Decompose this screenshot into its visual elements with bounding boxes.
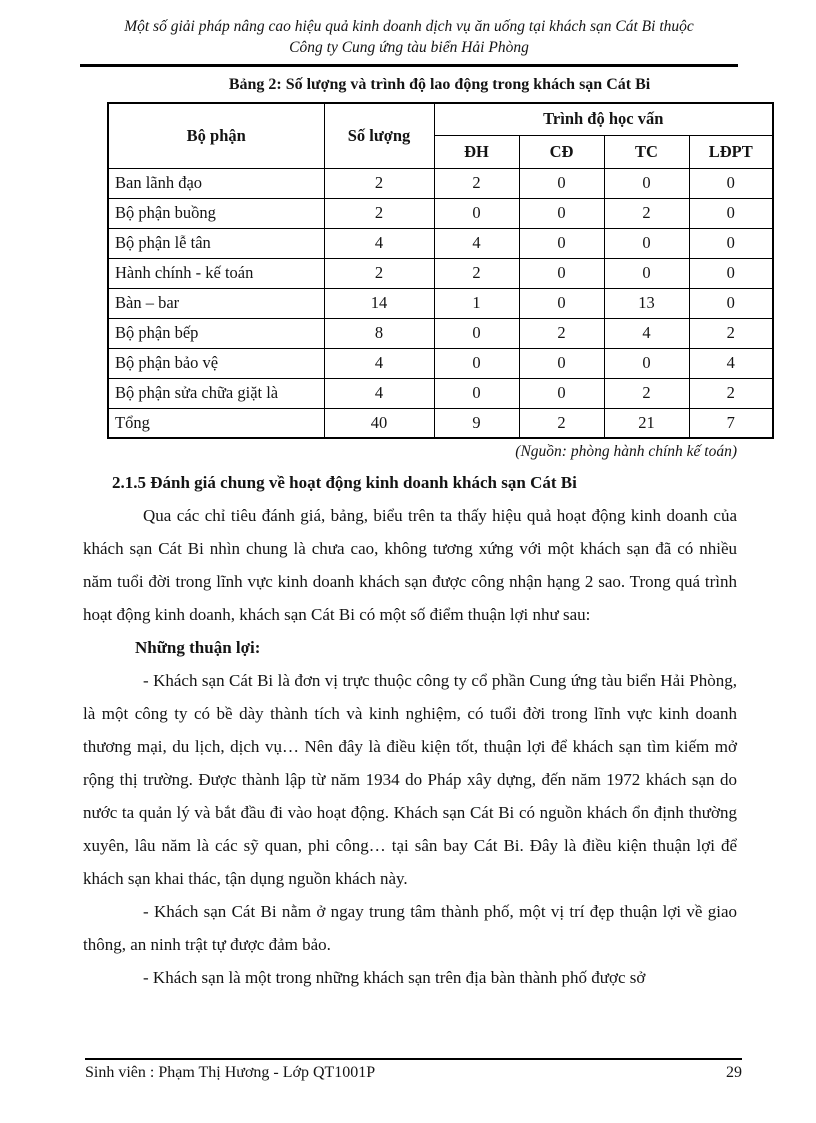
paragraph: - Khách sạn Cát Bi là đơn vị trực thuộc công ty cổ phần Cung ứng tàu biển Hải Phòng, là một công ty có bề dày thành tích và kinh nghiệm, có tuổi đời trong lĩnh vực kinh doanh thương mại, du lịch, dịch vụ… Nên đây là điều kiện tốt, thuận lợi để khách sạn tìm kiếm mở rộng thị trường. Được thành lập từ năm 1934 do Pháp xây dựng, đến năm 1972 khách sạn do nước ta quản lý và bắt đầu đi vào hoạt động. Khách sạn Cát Bi có nguồn khách ổn định thường xuyên, lâu năm là các sỹ quan, phi công… tại sân bay Cát Bi. Đây là điều kiện thuận lợi để khách sạn khai thác, tận dụng nguồn khách này.: [83, 671, 737, 888]
running-header: [80, 16, 738, 67]
running-header-line2: Công ty Cung ứng tàu biển Hải Phòng: [289, 39, 529, 56]
cell-quantity: 8: [324, 318, 434, 348]
cell-quantity: 4: [324, 378, 434, 408]
cell-quantity: 4: [324, 228, 434, 258]
cell-department: Bộ phận sửa chữa giặt là: [108, 378, 324, 408]
table-row: [108, 198, 773, 228]
cell-ldpt: 0: [689, 258, 773, 288]
cell-ldpt: 2: [689, 318, 773, 348]
cell-cd: 0: [519, 198, 604, 228]
section-heading: 2.1.5 Đánh giá chung về hoạt động kinh doanh khách sạn Cát Bi: [112, 473, 577, 492]
cell-quantity: 14: [324, 288, 434, 318]
table-row: [108, 378, 773, 408]
cell-ldpt: 2: [689, 378, 773, 408]
cell-cd: 0: [519, 348, 604, 378]
col-header-quantity: Số lượng: [324, 103, 434, 168]
cell-department: Ban lãnh đạo: [108, 168, 324, 198]
cell-quantity: 2: [324, 258, 434, 288]
paragraph: - Khách sạn là một trong những khách sạn trên địa bàn thành phố được sở: [143, 968, 646, 987]
cell-dh: 0: [434, 318, 519, 348]
table-row: [108, 258, 773, 288]
cell-dh: 0: [434, 378, 519, 408]
footer-author: Sinh viên : Phạm Thị Hương - Lớp QT1001P: [85, 1064, 376, 1081]
cell-dh: 1: [434, 288, 519, 318]
cell-department: Hành chính - kế toán: [108, 258, 324, 288]
cell-department: Bàn – bar: [108, 288, 324, 318]
cell-cd: 0: [519, 258, 604, 288]
col-header-ldpt: LĐPT: [689, 135, 773, 168]
table-row: [108, 318, 773, 348]
cell-dh: 0: [434, 348, 519, 378]
cell-dh: 2: [434, 258, 519, 288]
table-row: [108, 288, 773, 318]
cell-tc: 0: [604, 228, 689, 258]
cell-tc: 0: [604, 348, 689, 378]
cell-tc: 2: [604, 378, 689, 408]
cell-tc: 4: [604, 318, 689, 348]
col-header-cd: CĐ: [519, 135, 604, 168]
col-header-dh: ĐH: [434, 135, 519, 168]
cell-cd: 2: [519, 408, 604, 438]
cell-ldpt: 7: [689, 408, 773, 438]
running-header-line1: Một số giải pháp nâng cao hiệu quả kinh doanh dịch vụ ăn uống tại khách sạn Cát Bi thuộc: [124, 18, 694, 35]
cell-ldpt: 4: [689, 348, 773, 378]
cell-quantity: 40: [324, 408, 434, 438]
cell-cd: 0: [519, 378, 604, 408]
paragraph: Qua các chỉ tiêu đánh giá, bảng, biểu trên ta thấy hiệu quả hoạt động kinh doanh của khách sạn Cát Bi nhìn chung là chưa cao, không tương xứng với một khách sạn đã có nhiều năm tuổi đời trong lĩnh vực kinh doanh khách sạn được công nhận hạng 2 sao. Trong quá trình hoạt động kinh doanh, khách sạn Cát Bi có một số điểm thuận lợi như sau:: [83, 506, 737, 624]
cell-dh: 0: [434, 198, 519, 228]
table-row: [108, 228, 773, 258]
cell-ldpt: 0: [689, 288, 773, 318]
cell-quantity: 4: [324, 348, 434, 378]
cell-dh: 4: [434, 228, 519, 258]
cell-department: Bộ phận lễ tân: [108, 228, 324, 258]
col-header-tc: TC: [604, 135, 689, 168]
table-source: (Nguồn: phòng hành chính kế toán): [515, 443, 737, 460]
table-row-total: [108, 408, 773, 438]
table-row: [108, 168, 773, 198]
cell-cd: 0: [519, 288, 604, 318]
cell-tc: 2: [604, 198, 689, 228]
cell-department: Tổng: [108, 408, 324, 438]
staff-table: [107, 102, 774, 439]
cell-ldpt: 0: [689, 198, 773, 228]
paragraph: - Khách sạn Cát Bi nằm ở ngay trung tâm thành phố, một vị trí đẹp thuận lợi về giao thông, an ninh trật tự được đảm bảo.: [83, 902, 737, 954]
cell-department: Bộ phận bảo vệ: [108, 348, 324, 378]
table-row: [108, 348, 773, 378]
cell-department: Bộ phận bếp: [108, 318, 324, 348]
cell-quantity: 2: [324, 168, 434, 198]
cell-department: Bộ phận buồng: [108, 198, 324, 228]
cell-quantity: 2: [324, 198, 434, 228]
col-header-department: Bộ phận: [108, 103, 324, 168]
cell-tc: 0: [604, 258, 689, 288]
cell-tc: 13: [604, 288, 689, 318]
cell-tc: 21: [604, 408, 689, 438]
col-header-education-group: Trình độ học vấn: [434, 103, 773, 135]
cell-tc: 0: [604, 168, 689, 198]
page-number: 29: [726, 1064, 742, 1081]
cell-ldpt: 0: [689, 228, 773, 258]
page-footer: [85, 1058, 742, 1082]
cell-dh: 2: [434, 168, 519, 198]
body-text: [83, 466, 737, 994]
cell-cd: 0: [519, 228, 604, 258]
cell-ldpt: 0: [689, 168, 773, 198]
cell-cd: 2: [519, 318, 604, 348]
cell-dh: 9: [434, 408, 519, 438]
advantages-label: Những thuận lợi:: [135, 638, 261, 657]
table-caption: Bảng 2: Số lượng và trình độ lao động trong khách sạn Cát Bi: [228, 76, 651, 93]
cell-cd: 0: [519, 168, 604, 198]
